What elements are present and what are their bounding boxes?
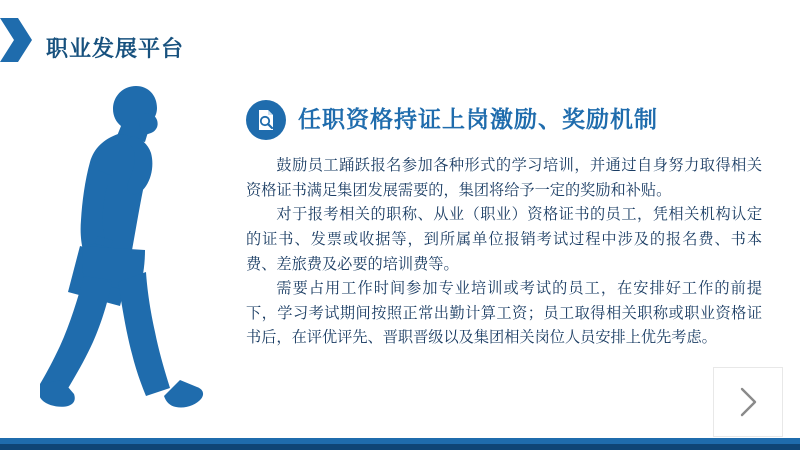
document-search-icon	[246, 100, 286, 140]
paragraph: 鼓励员工踊跃报名参加各种形式的学习培训，并通过自身努力取得相关资格证书满足集团发展需要的，集团将给予一定的奖励和补贴。	[246, 157, 762, 199]
chevron-right-icon	[735, 385, 761, 419]
walking-businessman-silhouette	[40, 78, 240, 418]
section-body	[246, 154, 762, 351]
paragraph: 对于报考相关的职称、从业（职业）资格证书的员工，凭相关机构认定的证书、发票或收据等，到所属单位报销考试过程中涉及的报名费、书本费、差旅费及必要的培训费等。	[246, 206, 762, 273]
section-heading-row	[246, 100, 762, 140]
paragraph: 需要占用工作时间参加专业培训或考试的员工，在安排好工作的前提下，学习考试期间按照正常出勤计算工资；员工取得相关职称或职业资格证书后，在评优评先、晋职晋级以及集团相关岗位人员安排上优先考虑。	[246, 280, 762, 347]
chevron-right-marker-icon	[0, 18, 34, 62]
content-block	[246, 100, 762, 351]
bottom-accent-bar-dark	[0, 444, 800, 450]
section-heading: 任职资格持证上岗激励、奖励机制	[298, 106, 658, 133]
next-slide-button[interactable]	[714, 368, 782, 436]
page-title: 职业发展平台	[46, 36, 185, 61]
